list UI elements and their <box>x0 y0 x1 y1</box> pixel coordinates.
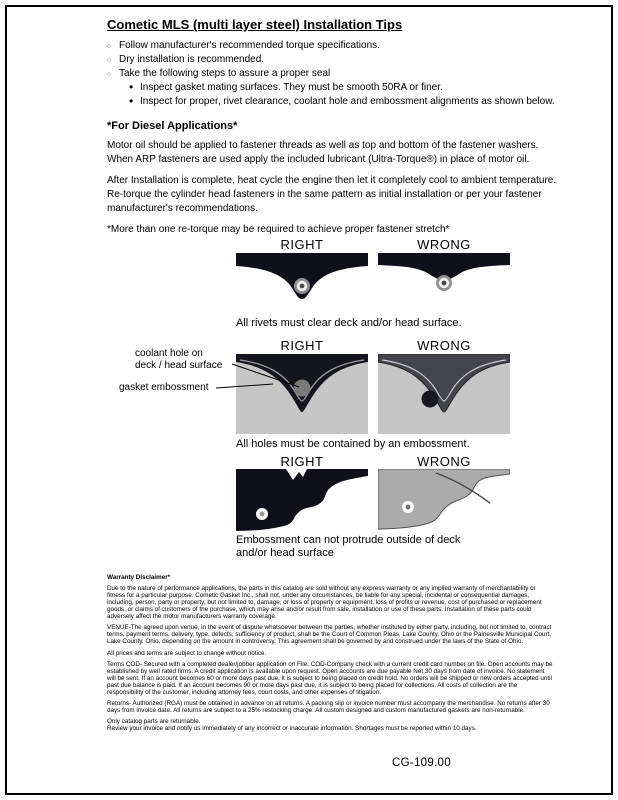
legal-section <box>7 567 611 733</box>
row1-right-label: RIGHT <box>280 237 324 252</box>
doc-number: CG-109.00 <box>392 757 451 769</box>
embossment-pointer-line <box>216 384 273 388</box>
row3-wrong-label: WRONG <box>417 454 471 469</box>
legal-paragraph-prices: All prices and terms are subject to change without notice. <box>107 649 267 657</box>
row3-right-label: RIGHT <box>280 454 324 469</box>
callout-pointer-lines <box>7 237 611 567</box>
legal-paragraph-venue: VENUE-The agreed upon venue, in the event of dispute whatsoever between the parties, whether instituted by either party, including, but not limited to, contract terms, payment terms, delivery, type, defects, sufficiency of product, shall be the Court of Common Pleas, Lake County, Ohio or the Painesville Municipal Court, Lake County, Ohio, depending on the amount in controversy. This agreement shall be governed by and construed under the laws of the State of Ohio. <box>107 624 552 646</box>
coolant-hole-pointer-line <box>232 364 299 387</box>
retorque-note: *More than one re-torque may be required to achieve proper fastener stretch* <box>107 224 450 235</box>
row2-right-label: RIGHT <box>280 338 324 353</box>
tip-item: ○ Take the following steps to assure a proper seal <box>107 67 581 81</box>
tip-item: ○ Follow manufacturer's recommended torque specifications. <box>107 39 581 53</box>
legal-paragraph-returns: Returns- Authorized (RGA) must be obtained in advance on all returns. A packing slip or invoice number must accompany the merchandise. No returns after 30 days from invoice date. All returns are subject to a 25% restocking charge. All custom designed and custom manufactured gaskets are non-returnable. <box>107 700 550 714</box>
intro-section <box>7 7 611 237</box>
tip-item: ○ Dry installation is recommended. <box>107 53 581 67</box>
diesel-paragraph-1: Motor oil should be applied to fastener threads as well as top and bottom of the fastener washers. When ARP fasteners are used apply the included lubricant (Ultra-Torque®) in place of motor oil. <box>107 140 539 165</box>
row2-caption: All holes must be contained by an embossment. <box>236 438 470 450</box>
callout-gasket-embossment: gasket embossment <box>119 382 209 393</box>
tip-sub-item: • Inspect for proper, rivet clearance, coolant hole and embossment alignments as shown below. <box>129 95 581 109</box>
diesel-applications-heading: *For Diesel Applications* <box>107 120 238 132</box>
legal-paragraph-terms: Terms COD- Secured with a completed dealer/jobber application on File, COD-Company check with a current credit card number on file. Open accounts may be established by well rated firms. A credit application is available upon request. Open accounts are due payable Net 30 days from date of invoice. No statement will be sent. If an account becomes 60 or more days past due, it is subject to being placed on credit hold. No orders will be shipped or new orders accepted until past due balance is paid. If an account becomes 90 or more days past due, it is subject to being placed for collections. All costs of collection are the responsibility of the customer, including attorney fees, court costs, and other expenses of litigation. <box>107 661 553 696</box>
row1-caption: All rivets must clear deck and/or head surface. <box>236 317 462 329</box>
legal-paragraph-warranty: Due to the nature of performance applications, the parts in this catalog are sold without any express warranty or any implied warranty of merchantability or fitness for a particular purpose. Cometic Gasket Inc., shall not, under any circumstances, be liable for any special, incidental or consequential damages, including, person, party or property, but not limited to, damage, or loss of property or equipment, loss of profits or revenue, cost of purchased or replacement goods, or claims of customers of the purchase, which may arise and/or result from sale, installation or use of these parts. Installation of these parts could adversely affect the motor manufacturers warranty coverage. <box>107 585 542 621</box>
warranty-disclaimer-heading: Warranty Disclaimer* <box>107 574 171 581</box>
diagram-section <box>7 237 611 567</box>
page-title: Cometic MLS (multi layer steel) Installation Tips <box>107 17 403 32</box>
row2-wrong-label: WRONG <box>417 338 471 353</box>
legal-paragraph-review: Review your invoice and notify us immediately of any incorrect or inaccurate information. Shortages must be reported within 10 days. <box>107 725 477 733</box>
row3-caption: Embossment can not protrude outside of deck and/or head surface <box>236 534 461 559</box>
page-border-frame <box>5 5 613 795</box>
row1-wrong-label: WRONG <box>417 237 471 252</box>
tip-sub-item: • Inspect gasket mating surfaces. They must be smooth 50RA or finer. <box>129 81 581 95</box>
callout-coolant-hole: coolant hole on deck / head surface <box>135 348 223 371</box>
legal-paragraph-catalog: Only catalog parts are returnable. <box>107 718 201 726</box>
diesel-paragraph-2: After Installation is complete, heat cycle the engine then let it completely cool to ambient temperature. Re-torque the cylinder head fasteners in the same pattern as initial installation or per your fastener manufacturer's recommendations. <box>107 175 557 214</box>
